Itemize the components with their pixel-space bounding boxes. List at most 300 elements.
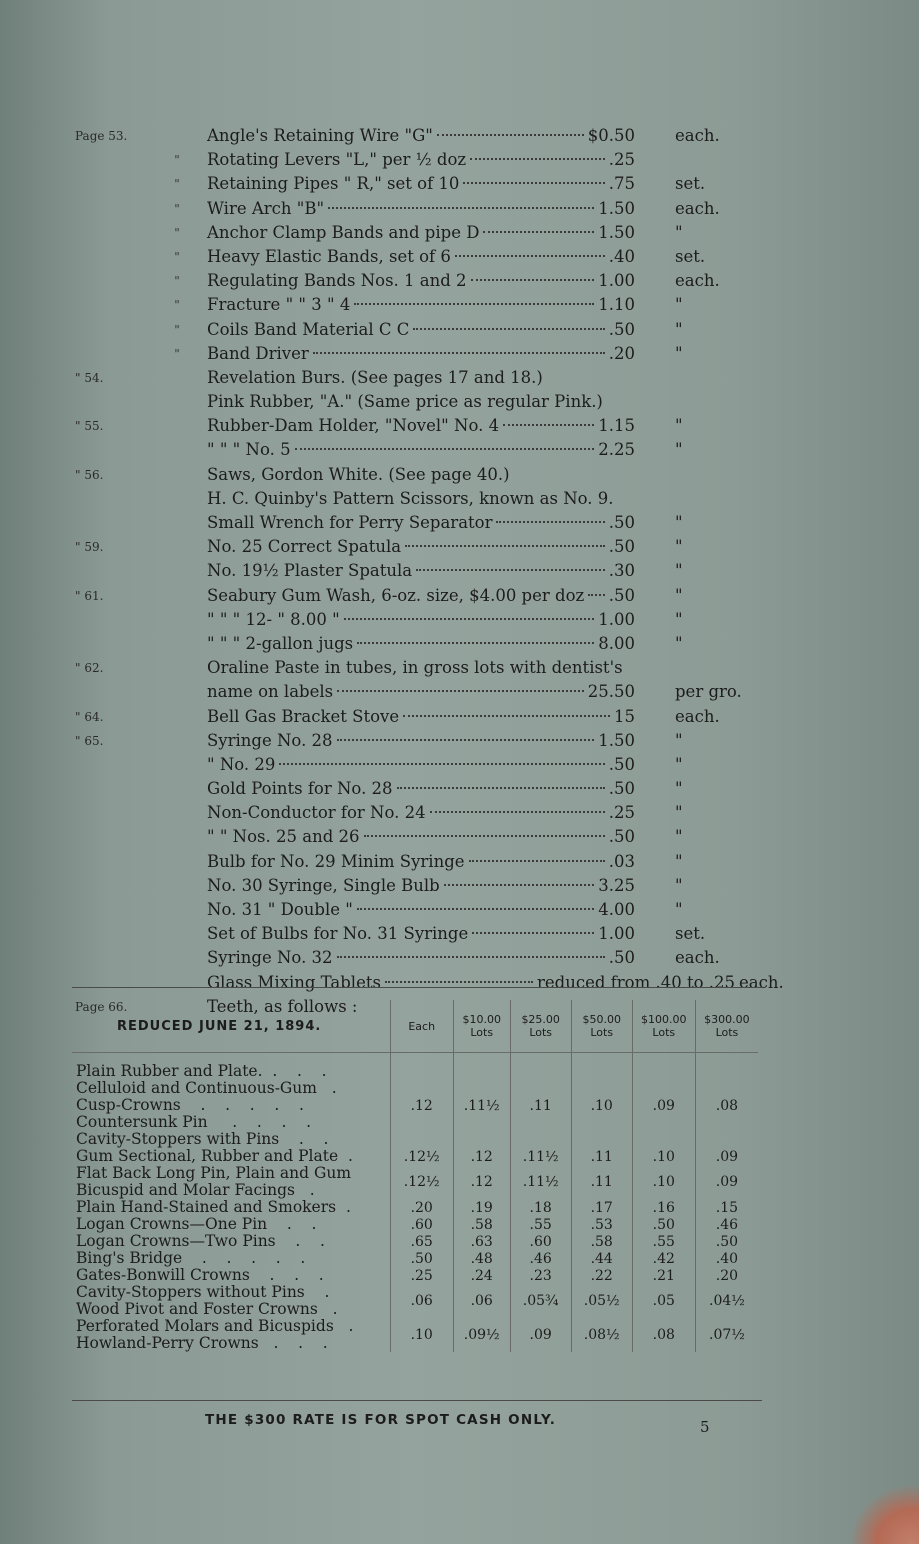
rate-cell: .12 [453,1148,510,1165]
separator-cell [510,1053,571,1064]
price-list-row [75,318,775,342]
price-list-row [75,293,775,317]
item-unit: " [675,827,683,847]
table-bottom-rule [72,1400,762,1401]
rate-cell: .09 [510,1318,571,1352]
dot-leader [413,328,604,330]
item-price: .25 [608,150,635,170]
rate-cell: .10 [571,1063,632,1148]
rate-cell: .60 [510,1233,571,1250]
page-ref: " 64. [75,709,104,724]
price-entry [207,269,635,293]
item-label: Seabury Gum Wash, 6-oz. size, $4.00 per doz [207,585,585,605]
rate-cell: .11½ [453,1063,510,1148]
item-label: Gold Points for No. 28 [207,779,393,799]
item-unit: each. [675,706,720,726]
rate-cell: .16 [632,1199,695,1216]
dot-leader [313,352,605,354]
ditto-mark: " [174,249,180,264]
item-price: .20 [608,343,635,363]
tooth-type-names: Bing's Bridge . . . . . [76,1249,306,1267]
item-unit: " [675,851,683,871]
dot-leader [405,545,605,547]
table-row [72,1148,758,1165]
page-ref: " 56. [75,467,104,482]
price-entry [207,850,635,874]
column-header: $50.00 Lots [571,1000,632,1053]
item-price: 1.00 [598,924,635,944]
item-label: Anchor Clamp Bands and pipe D [207,222,480,242]
price-list-row [75,729,775,753]
tooth-type-names: Gates-Bonwill Crowns . . . [76,1266,324,1284]
item-unit: " [675,319,683,339]
separator-cell [632,1053,695,1064]
item-price: .50 [608,537,635,557]
page-ref: " 55. [75,419,104,434]
price-list-row [75,680,775,704]
item-label: Rubber-Dam Holder, "Novel" No. 4 [207,416,500,436]
rates-table [72,1000,758,1352]
price-entry [207,172,635,196]
item-unit: " [675,343,683,363]
price-list-row [75,245,775,269]
page-ref: Page 53. [75,129,128,143]
rate-cell: .63 [453,1233,510,1250]
price-list-row [75,584,775,608]
price-entry [207,777,635,801]
tooth-type-names: Logan Crowns—Two Pins . . [76,1232,325,1250]
dot-leader [471,279,595,281]
price-entry [207,801,635,825]
item-label: Syringe No. 28 [207,730,333,750]
rate-cell: .11 [510,1063,571,1148]
item-label: H. C. Quinby's Pattern Scissors, known as No. 9. [207,488,614,508]
item-label: " No. 29 [207,754,276,774]
item-label: " " " 12- " 8.00 " [207,609,340,629]
price-entry [207,874,635,898]
dot-leader [437,134,584,136]
price-entry [207,946,635,970]
price-list-row [75,608,775,632]
price-list-row [75,390,775,414]
price-entry [207,535,635,559]
table-row [72,1284,758,1318]
price-entry [207,293,635,317]
item-label: No. 30 Syringe, Single Bulb [207,875,440,895]
price-list-row [75,753,775,777]
rate-cell: .08 [695,1063,758,1148]
rate-cell: .55 [632,1233,695,1250]
rate-cell: .07½ [695,1318,758,1352]
price-list-row [75,656,775,680]
price-entry [207,632,635,656]
tooth-type-names: Perforated Molars and Bicuspids . Howland-Perry Crowns . . . [76,1317,354,1352]
item-price: 4.00 [598,900,635,919]
tooth-type-names: Cavity-Stoppers without Pins . Wood Pivot and Foster Crowns . [76,1283,338,1318]
price-entry [207,559,635,583]
item-unit: " [675,513,683,532]
rate-cell: .11 [571,1165,632,1199]
item-label: Heavy Elastic Bands, set of 6 [207,246,451,266]
price-entry [207,463,510,487]
item-unit: " [675,779,683,799]
item-price: 15 [614,706,635,726]
item-price: .25 [608,803,635,823]
rate-cell: .06 [390,1284,453,1318]
rate-cell: .18 [510,1199,571,1216]
page-ref: Page 66. [75,999,128,1014]
item-label: Small Wrench for Perry Separator [207,513,493,532]
ditto-mark: " [174,201,180,216]
price-entry [207,245,635,269]
item-label: No. 25 Correct Spatula [207,537,402,557]
rate-cell: .10 [390,1318,453,1352]
rate-cell: .10 [632,1148,695,1165]
dot-leader [416,569,605,571]
dot-leader [496,521,604,523]
price-entry [207,148,635,172]
item-label: Fracture " " 3 " 4 [207,295,351,315]
dot-leader [279,763,604,765]
item-label: Rotating Levers "L," per ½ doz [207,150,467,170]
dot-leader [588,594,605,596]
price-list-row [75,487,775,511]
price-entry [207,971,735,995]
price-entry [207,705,635,729]
price-entry [207,656,623,680]
price-list-row [75,922,775,946]
item-unit: set. [675,924,706,944]
price-entry [207,680,635,704]
rate-cell: .50 [695,1233,758,1250]
price-list-row [75,632,775,656]
item-label: " " Nos. 25 and 26 [207,827,360,847]
rate-cell: .55 [510,1216,571,1233]
rate-cell: .58 [571,1233,632,1250]
item-unit: each. [675,271,720,291]
item-price: .50 [608,827,635,847]
item-price: $0.50 [587,126,635,145]
price-list-row [75,511,775,535]
item-price: 1.10 [598,295,635,315]
item-label: Non-Conductor for No. 24 [207,803,426,823]
ditto-mark: " [174,322,180,337]
rate-cell: .58 [453,1216,510,1233]
price-entry [207,366,543,390]
price-entry [207,414,635,438]
table-row [72,1199,758,1216]
rate-cell: .09 [632,1063,695,1148]
page-ref: " 59. [75,540,104,555]
item-price: 1.50 [598,198,635,218]
rate-cell: .25 [390,1267,453,1284]
price-entry [207,342,635,366]
price-entry [207,729,635,753]
rates-header-row [72,1000,758,1053]
price-entry [207,511,635,535]
price-list-row [75,197,775,221]
item-price: 8.00 [598,633,635,653]
item-unit: set. [675,174,706,194]
item-price: 1.00 [598,609,635,629]
item-label: Teeth, as follows : [207,996,358,1016]
price-entry [207,922,635,946]
rate-cell: .22 [571,1267,632,1284]
item-unit: each. [675,948,720,968]
item-unit: each. [675,126,720,145]
rate-cell: .23 [510,1267,571,1284]
price-list-row [75,221,775,245]
rate-cell: .50 [390,1250,453,1267]
item-label: Coils Band Material C C [207,319,410,339]
item-unit: " [675,416,683,436]
dot-leader [403,715,610,717]
page-ref: " 62. [75,661,104,676]
item-unit: each. [739,972,784,992]
price-list-row [75,777,775,801]
rate-cell: .05½ [571,1284,632,1318]
ditto-mark: " [174,153,180,168]
separator-cell [695,1053,758,1064]
item-price: 1.50 [598,730,635,750]
column-header: $10.00 Lots [453,1000,510,1053]
price-list-row [75,414,775,438]
item-price: .50 [608,948,635,968]
dot-leader [483,231,594,233]
price-entry [207,438,635,462]
price-list-row [75,148,775,172]
price-entry [207,608,635,632]
item-label: No. 31 " Double " [207,900,353,919]
tooth-type-names: Plain Hand-Stained and Smokers . [76,1198,351,1216]
item-unit: " [675,730,683,750]
item-unit: each. [675,198,720,218]
dot-leader [463,182,604,184]
column-header: $300.00 Lots [695,1000,758,1053]
rate-cell: .09 [695,1148,758,1165]
price-list-row [75,559,775,583]
item-unit: per gro. [675,682,742,702]
price-list-row [75,801,775,825]
price-entry [207,124,635,148]
item-unit: " [675,754,683,774]
ditto-mark: " [174,298,180,313]
price-list-row [75,342,775,366]
item-label: Wire Arch "B" [207,198,325,218]
item-price: 1.00 [598,271,635,291]
dot-leader [357,642,594,644]
rate-cell: .12 [390,1063,453,1148]
rate-cell: .05 [632,1284,695,1318]
table-row [72,1267,758,1284]
price-entry [207,318,635,342]
item-unit: " [675,803,683,823]
item-unit: " [675,537,683,557]
item-price: .30 [608,561,635,581]
rate-cell: .44 [571,1250,632,1267]
item-label: Bell Gas Bracket Stove [207,706,400,726]
column-header: $25.00 Lots [510,1000,571,1053]
dot-leader [337,956,605,958]
item-label: Regulating Bands Nos. 1 and 2 [207,271,467,291]
tooth-type-names: Flat Back Long Pin, Plain and Gum Bicuspid and Molar Facings . [76,1164,352,1199]
price-entry [207,487,614,511]
page-ref: " 61. [75,588,104,603]
rate-cell: .11½ [510,1148,571,1165]
price-list-row [75,438,775,462]
rate-cell: .05¾ [510,1284,571,1318]
price-entry [207,197,635,221]
item-price: 3.25 [598,875,635,895]
item-price: .50 [608,513,635,532]
dot-leader [430,811,605,813]
rate-cell: .09½ [453,1318,510,1352]
rate-cell: .08 [632,1318,695,1352]
tooth-type-names: Gum Sectional, Rubber and Plate . [76,1147,353,1165]
separator-cell [571,1053,632,1064]
dot-leader [385,981,533,983]
dot-leader [503,424,594,426]
item-price: .50 [608,585,635,605]
scanner-thumb-image [849,1484,919,1544]
price-list-row [75,874,775,898]
item-label: Glass Mixing Tablets [207,972,381,992]
item-price: 25.50 [587,682,635,702]
price-entry [207,753,635,777]
item-price: 2.25 [598,440,635,460]
item-label: Revelation Burs. (See pages 17 and 18.) [207,367,543,387]
dot-leader [295,448,595,450]
ditto-mark: " [174,225,180,240]
table-row [72,1216,758,1233]
item-unit: set. [675,246,706,266]
item-unit: " [675,222,683,242]
separator-cell [390,1053,453,1064]
footer-note: THE $300 RATE IS FOR SPOT CASH ONLY. [205,1412,557,1428]
page-ref: " 54. [75,370,104,385]
item-price: .40 [608,246,635,266]
dot-leader [469,860,605,862]
dot-leader [357,908,594,910]
ditto-mark: " [174,274,180,289]
item-label: name on labels [207,682,334,702]
table-row [72,1063,758,1148]
item-unit: " [675,609,683,629]
price-list-row [75,124,775,148]
rate-cell: .46 [695,1216,758,1233]
column-header: $100.00 Lots [632,1000,695,1053]
rate-cell: .08½ [571,1318,632,1352]
rate-cell: .42 [632,1250,695,1267]
rate-cell: .53 [571,1216,632,1233]
rate-cell: .15 [695,1199,758,1216]
price-list-row [75,366,775,390]
item-price: reduced from .40 to .25 [536,972,735,992]
price-list-row [75,463,775,487]
rate-cell: .50 [632,1216,695,1233]
rate-cell: .11½ [510,1165,571,1199]
dot-leader [354,303,594,305]
item-unit: " [675,875,683,895]
ditto-mark: " [174,346,180,361]
item-price: .75 [608,174,635,194]
rate-cell: .20 [390,1199,453,1216]
price-list-row [75,172,775,196]
item-label: " " " No. 5 [207,440,291,460]
table-row [72,1165,758,1199]
dot-leader [364,835,605,837]
rate-cell: .10 [632,1165,695,1199]
rate-cell: .24 [453,1267,510,1284]
item-label: Saws, Gordon White. (See page 40.) [207,464,510,484]
rate-cell: .12½ [390,1148,453,1165]
rate-cell: .40 [695,1250,758,1267]
tooth-type-names: Plain Rubber and Plate. . . . Celluloid and Continuous-Gum . Cusp-Crowns . . . . . Countersunk Pin . . . . Cavity-Stoppers with Pins . . [76,1062,337,1148]
ditto-mark: " [174,177,180,192]
dot-leader [337,739,595,741]
tooth-type-names: Logan Crowns—One Pin . . [76,1215,317,1233]
dot-leader [472,932,594,934]
rate-cell: .65 [390,1233,453,1250]
item-unit: " [675,585,683,605]
dot-leader [470,158,605,160]
price-list-row [75,898,775,922]
price-entry [207,221,635,245]
price-list-row [75,850,775,874]
rate-cell: .04½ [695,1284,758,1318]
item-label: Oraline Paste in tubes, in gross lots with dentist's [207,658,623,678]
price-list-row [75,705,775,729]
item-price: .50 [608,754,635,774]
item-price: .03 [608,851,635,871]
item-label: No. 19½ Plaster Spatula [207,561,413,581]
table-row [72,1250,758,1267]
price-list-row [75,269,775,293]
rates-table-wrap [72,1000,760,1352]
price-entry [207,584,635,608]
item-unit: " [675,295,683,315]
rate-cell: .09 [695,1165,758,1199]
table-row [72,1233,758,1250]
page-ref: " 65. [75,733,104,748]
item-label: Syringe No. 32 [207,948,333,968]
price-list-row [75,535,775,559]
dot-leader [337,690,584,692]
price-entry [207,825,635,849]
rate-cell: .06 [453,1284,510,1318]
dot-leader [397,787,605,789]
price-list-row [75,971,784,995]
table-top-rule [72,987,762,988]
rate-cell: .11 [571,1148,632,1165]
rate-cell: .12 [453,1165,510,1199]
item-price: .50 [608,319,635,339]
item-unit: " [675,561,683,581]
rate-cell: .21 [632,1267,695,1284]
item-label: Set of Bulbs for No. 31 Syringe [207,924,469,944]
item-label: Band Driver [207,343,309,363]
rate-cell: .20 [695,1267,758,1284]
item-price: .50 [608,779,635,799]
price-list-row [75,825,775,849]
item-unit: " [675,633,683,653]
item-label: Angle's Retaining Wire "G" [207,126,433,145]
price-list [75,124,784,1019]
item-label: " " " 2-gallon jugs [207,633,354,653]
rate-cell: .12½ [390,1165,453,1199]
dot-leader [444,884,595,886]
price-entry [207,898,635,922]
